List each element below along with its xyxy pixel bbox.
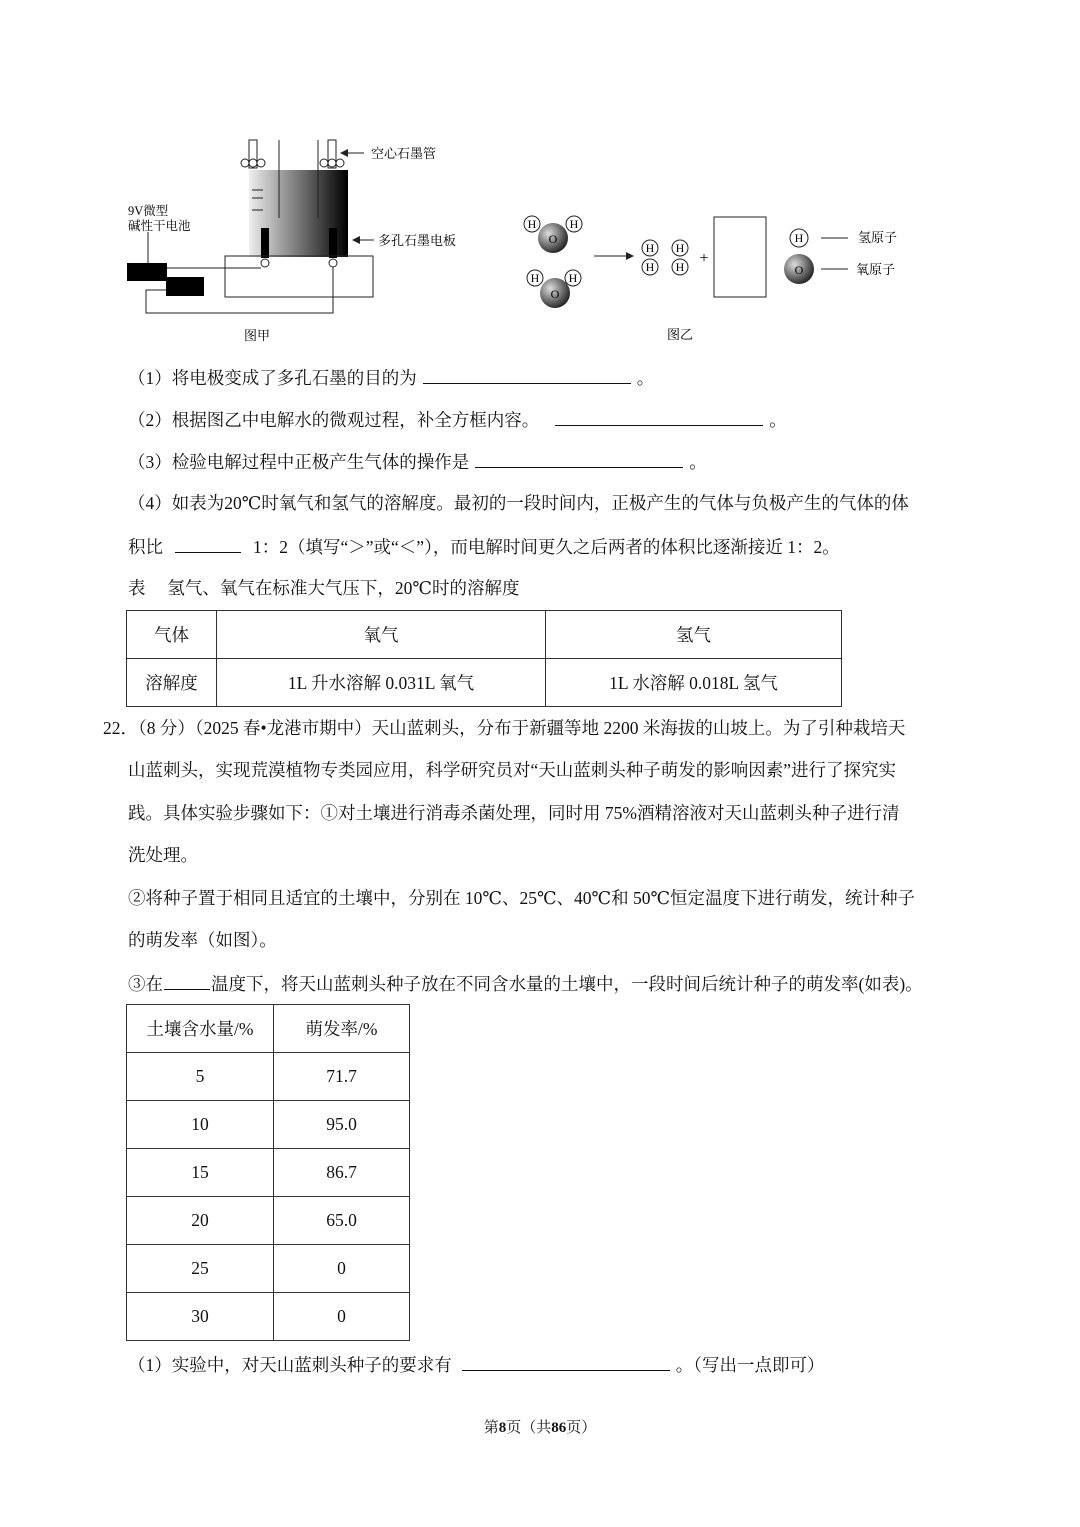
- table-cell: 65.0: [274, 1197, 410, 1245]
- q22-line7: ③在 温度下，将天山蓝刺头种子放在不同含水量的土壤中，一段时间后统计种子的萌发率(如表)。: [128, 971, 923, 996]
- q22-line3: 践。具体实验步骤如下：①对土壤进行消毒杀菌处理，同时用 75%酒精溶液对天山蓝刺头种子进行清: [128, 803, 900, 823]
- table-row: [127, 1293, 410, 1341]
- table-cell: 95.0: [274, 1101, 410, 1149]
- q21-sub1: （1）将电极变成了多孔石墨的目的为 。: [128, 365, 654, 390]
- table-cell: 氧气: [217, 611, 546, 659]
- table-cell: 气体: [127, 611, 217, 659]
- q22-sub1: （1）实验中，对天山蓝刺头种子的要求有 。（写出一点即可）: [128, 1352, 825, 1377]
- battery-label-2: 碱性干电池: [128, 219, 191, 233]
- legend-oxygen: 氧原子: [856, 262, 896, 277]
- svg-text:H: H: [675, 260, 685, 274]
- table-cell: 土壤含水量/%: [127, 1005, 274, 1053]
- figure-electrolysis-apparatus: [0, 130, 500, 350]
- table-cell: 15: [127, 1149, 274, 1197]
- tube-label: 空心石墨管: [371, 146, 437, 161]
- q21-sub4-line1: （4）如表为20℃时氧气和氢气的溶解度。最初的一段时间内，正极产生的气体与负极产生的气体的体: [128, 493, 909, 513]
- table-cell: 5: [127, 1053, 274, 1101]
- page-footer: 第8页（共86页）: [483, 1420, 597, 1436]
- legend-hydrogen: 氢原子: [858, 230, 898, 245]
- svg-text:H: H: [530, 271, 540, 285]
- answer-box: [714, 217, 766, 297]
- table-cell: 氢气: [546, 611, 842, 659]
- q22-line5: ②将种子置于相同且适宜的土壤中，分别在 10℃、25℃、40℃和 50℃恒定温度下进行萌发，统计种子: [128, 888, 916, 908]
- q22-line1: 22．（8 分）（2025 春•龙港市期中）天山蓝刺头，分布于新疆等地 2200 米海拔的山坡上。为了引种栽培天: [103, 718, 906, 738]
- svg-text:H: H: [675, 241, 685, 255]
- q22-line6: 的萌发率（如图）。: [128, 930, 277, 950]
- answer-blank[interactable]: [423, 365, 631, 384]
- q21-sub4-line2: 积比 1：2（填写“＞”或“＜”），而电解时间更久之后两者的体积比逐渐接近 1：2。: [128, 534, 840, 559]
- answer-blank[interactable]: [164, 971, 210, 990]
- svg-text:O: O: [548, 232, 558, 246]
- table-cell: 25: [127, 1245, 274, 1293]
- svg-text:H: H: [645, 260, 655, 274]
- svg-text:H: H: [645, 241, 655, 255]
- table-cell: 萌发率/%: [274, 1005, 410, 1053]
- table-row: [127, 1101, 410, 1149]
- table-cell: 20: [127, 1197, 274, 1245]
- answer-blank[interactable]: [462, 1352, 670, 1371]
- table-row: [127, 1197, 410, 1245]
- answer-blank[interactable]: [175, 534, 241, 553]
- table-cell: 71.7: [274, 1053, 410, 1101]
- svg-text:+: +: [699, 250, 709, 267]
- table-row: [127, 1149, 410, 1197]
- figure-water-molecule-process: [510, 200, 910, 350]
- battery-label-1: 9V微型: [128, 204, 169, 218]
- q21-sub2: （2）根据图乙中电解水的微观过程，补全方框内容。 。: [128, 407, 787, 432]
- q21-sub3: （3）检验电解过程中正极产生气体的操作是 。: [128, 449, 707, 474]
- table-cell: 30: [127, 1293, 274, 1341]
- table-cell: 86.7: [274, 1149, 410, 1197]
- answer-blank[interactable]: [475, 449, 683, 468]
- solubility-table: [126, 610, 842, 707]
- table-row: [127, 1053, 410, 1101]
- figure-b-caption: 图乙: [667, 327, 694, 342]
- svg-text:H: H: [794, 231, 804, 245]
- q22-line2: 山蓝刺头，实现荒漠植物专类园应用，科学研究员对“天山蓝刺头种子萌发的影响因素”进行了探究实: [128, 760, 897, 780]
- electrode-label: 多孔石墨电板: [378, 233, 457, 248]
- answer-blank[interactable]: [555, 407, 763, 426]
- svg-text:H: H: [568, 271, 578, 285]
- table-cell: 溶解度: [127, 659, 217, 707]
- germination-table: [126, 1004, 410, 1341]
- table-row: [127, 1245, 410, 1293]
- table-cell: 1L 升水溶解 0.031L 氧气: [217, 659, 546, 707]
- q22-line4: 洗处理。: [128, 845, 198, 865]
- svg-text:O: O: [794, 263, 804, 277]
- figure-a-caption: 图甲: [244, 328, 271, 343]
- table-cell: 10: [127, 1101, 274, 1149]
- table-caption: 表 氢气、氧气在标准大气压下，20℃时的溶解度: [128, 578, 520, 598]
- svg-text:H: H: [569, 217, 579, 231]
- table-cell: 1L 水溶解 0.018L 氢气: [546, 659, 842, 707]
- table-cell: 0: [274, 1245, 410, 1293]
- svg-text:H: H: [527, 217, 537, 231]
- svg-text:O: O: [550, 287, 560, 301]
- table-cell: 0: [274, 1293, 410, 1341]
